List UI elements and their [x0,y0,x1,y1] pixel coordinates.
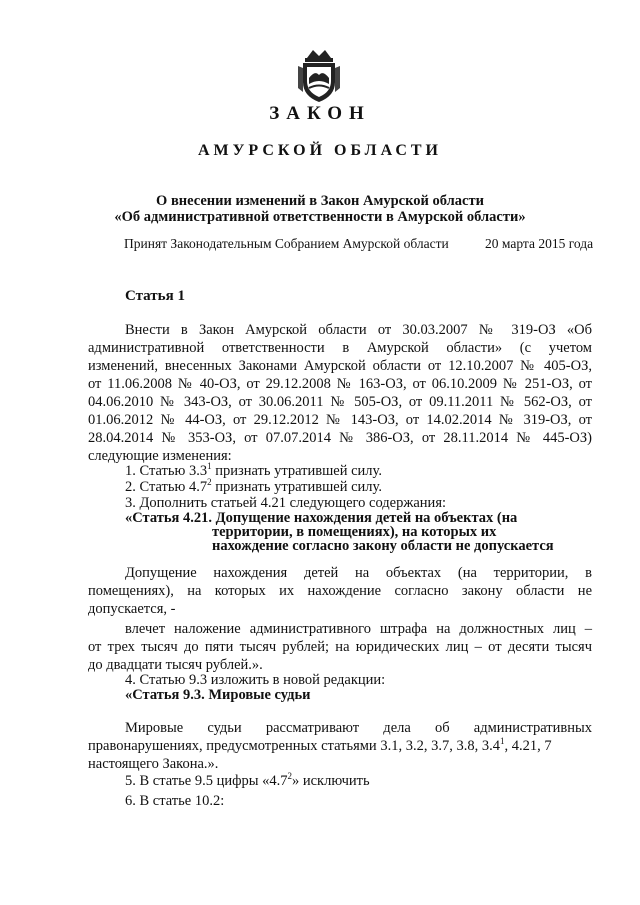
body-line: 01.06.2012 № 44-ОЗ, от 29.12.2012 № 143-ОЗ, от 14.02.2014 № 319-ОЗ, от [88,412,592,428]
body-line: 28.04.2014 № 353-ОЗ, от 07.07.2014 № 386-ОЗ, от 28.11.2014 № 445-ОЗ) [88,430,592,446]
body-line: от 11.06.2008 № 40-ОЗ, от 29.12.2008 № 163-ОЗ, от 06.10.2009 № 251-ОЗ, от [88,376,592,392]
list-item: 1. Статью $3.3^1$ признать утратившей силу. [125,461,382,479]
list-item: 3. Дополнить статьей 4.21 следующего содержания: [125,495,447,511]
law-subject-line-1: О внесении изменений в Закон Амурской области [156,193,484,209]
body-line: Внести в Закон Амурской области от 30.03.2007 № 319-ОЗ «Об [125,322,592,338]
new-article-heading: «Статья 9.3. Мировые судьи [125,687,311,703]
body-line: следующие изменения: [88,448,232,464]
new-article-heading: нахождение согласно закону области не допускается [212,538,554,554]
adopted-by: Принят Законодательным Собранием Амурской области [124,236,449,251]
article-heading: Статья 1 [125,288,185,304]
body-line: от трех тысяч до пяти тысяч рублей; на юридических лиц – от десяти тысяч [88,639,592,655]
region-name: АМУРСКОЙ ОБЛАСТИ [198,142,442,159]
body-line: Мировые судьи рассматривают дела об административных [125,720,592,736]
body-line: настоящего Закона.». [88,756,219,772]
law-subject-line-2: «Об административной ответственности в Амурской области» [114,209,526,225]
body-line: помещениях), на которых их нахождение согласно закону области не [88,583,592,599]
list-item: 4. Статью 9.3 изложить в новой редакции: [125,672,386,688]
document-title: ЗАКОН [269,103,371,124]
body-line: допускается, - [88,601,176,617]
body-line: правонарушениях, предусмотренных статьями 3.1, 3.2, 3.7, 3.8, $3.4^1$, 4.21, 7 [88,736,552,754]
adoption-date: 20 марта 2015 года [485,236,594,251]
body-line: до двадцати тысяч рублей.». [88,657,263,673]
list-item: 5. В статье 9.5 цифры «$4.7^2$» исключить [125,771,370,789]
body-line: административной ответственности в Амурской области» (с учетом [88,340,592,356]
new-article-heading: «Статья 4.21. Допущение нахождения детей на объектах (на [125,510,518,526]
body-line: Допущение нахождения детей на объектах (на территории, в [125,565,592,581]
new-article-heading: территории, в помещениях), на которых их [212,524,497,540]
list-item: 2. Статью $4.7^2$ признать утратившей силу. [125,477,382,495]
coat-of-arms-icon [293,48,345,104]
body-line: 04.06.2010 № 343-ОЗ, от 30.06.2011 № 505-ОЗ, от 09.11.2011 № 562-ОЗ, от [88,394,592,410]
body-line: изменений, внесенных Законами Амурской области от 12.10.2007 № 405-ОЗ, [88,358,592,374]
list-item: 6. В статье 10.2: [125,793,225,809]
body-line: влечет наложение административного штрафа на должностных лиц – [125,621,592,637]
